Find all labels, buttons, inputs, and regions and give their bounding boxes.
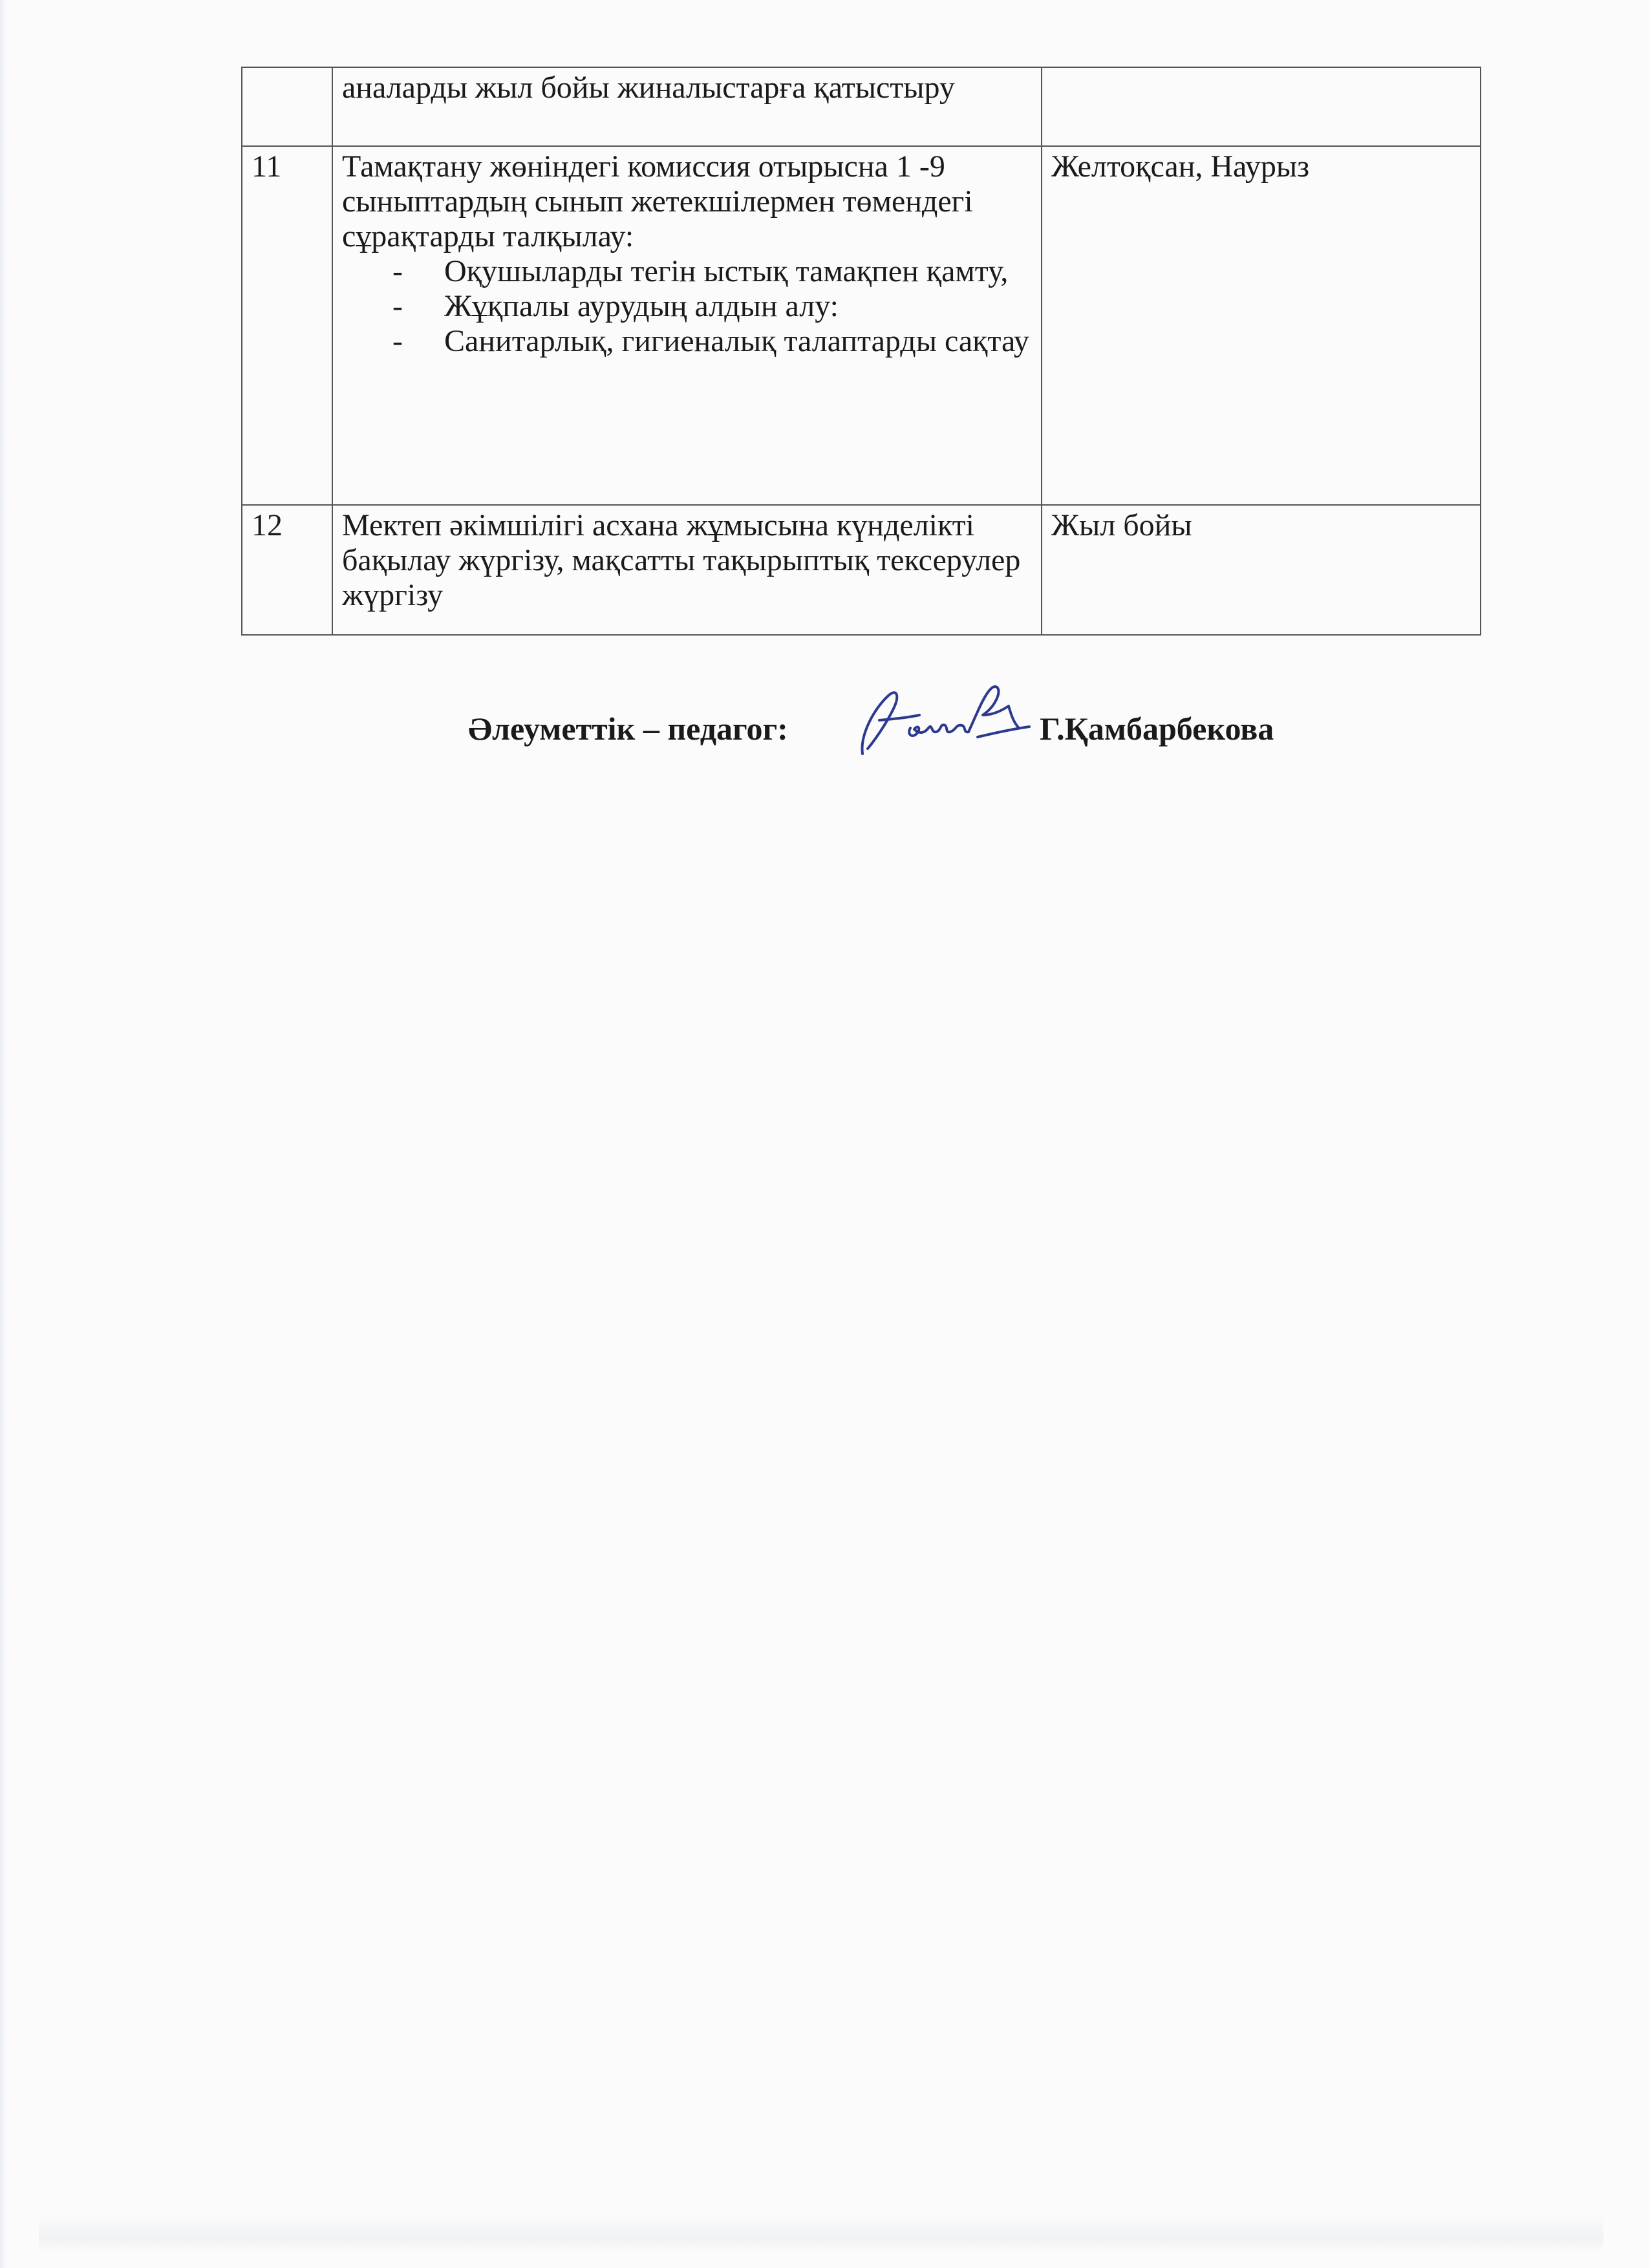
list-item bbox=[392, 289, 1032, 324]
dash-bullet-icon: - bbox=[392, 254, 403, 288]
dash-bullet-icon: - bbox=[392, 324, 403, 358]
scan-artifact bbox=[39, 2214, 1603, 2253]
dash-bullet-icon: - bbox=[392, 289, 403, 323]
signatory-name: Г.Қамбарбекова bbox=[1040, 711, 1274, 747]
row-number: 12 bbox=[242, 505, 332, 635]
table-row bbox=[242, 146, 1481, 505]
list-item-text: Санитарлық, гигиеналық талаптарды сақтау bbox=[444, 324, 1029, 358]
row-description bbox=[332, 146, 1042, 505]
row-date: Жыл бойы bbox=[1042, 505, 1481, 635]
table-row bbox=[242, 505, 1481, 635]
list-item bbox=[392, 254, 1032, 289]
row-number: 11 bbox=[242, 146, 332, 505]
plan-table bbox=[241, 67, 1481, 636]
row-description bbox=[332, 505, 1042, 635]
row-description-text: Тамақтану жөніндегі комиссия отырысна 1 -9 сыныптардың сынып жетекшілермен төмендегі сұрақтарды талқылау: bbox=[342, 149, 973, 253]
handwritten-signature-icon bbox=[848, 670, 1036, 767]
table-row bbox=[242, 67, 1481, 146]
list-item bbox=[392, 324, 1032, 359]
scan-edge bbox=[0, 0, 6, 2268]
list-item-text: Оқушыларды тегін ыстық тамақпен қамту, bbox=[444, 254, 1009, 288]
row-description-text: аналарды жыл бойы жиналыстарға қатыстыру bbox=[342, 70, 955, 105]
list-item-text: Жұқпалы аурудың алдын алу: bbox=[444, 289, 839, 323]
row-number bbox=[242, 67, 332, 146]
signature-label: Әлеуметтік – педагог: bbox=[468, 711, 788, 747]
row-date bbox=[1042, 67, 1481, 146]
row-date: Желтоқсан, Наурыз bbox=[1042, 146, 1481, 505]
row-description bbox=[332, 67, 1042, 146]
row-description-text: Мектеп әкімшілігі асхана жұмысына күнделікті бақылау жүргізу, мақсатты тақырыптық тексерулер жүргізу bbox=[342, 508, 1021, 612]
bullet-list bbox=[342, 254, 1032, 359]
